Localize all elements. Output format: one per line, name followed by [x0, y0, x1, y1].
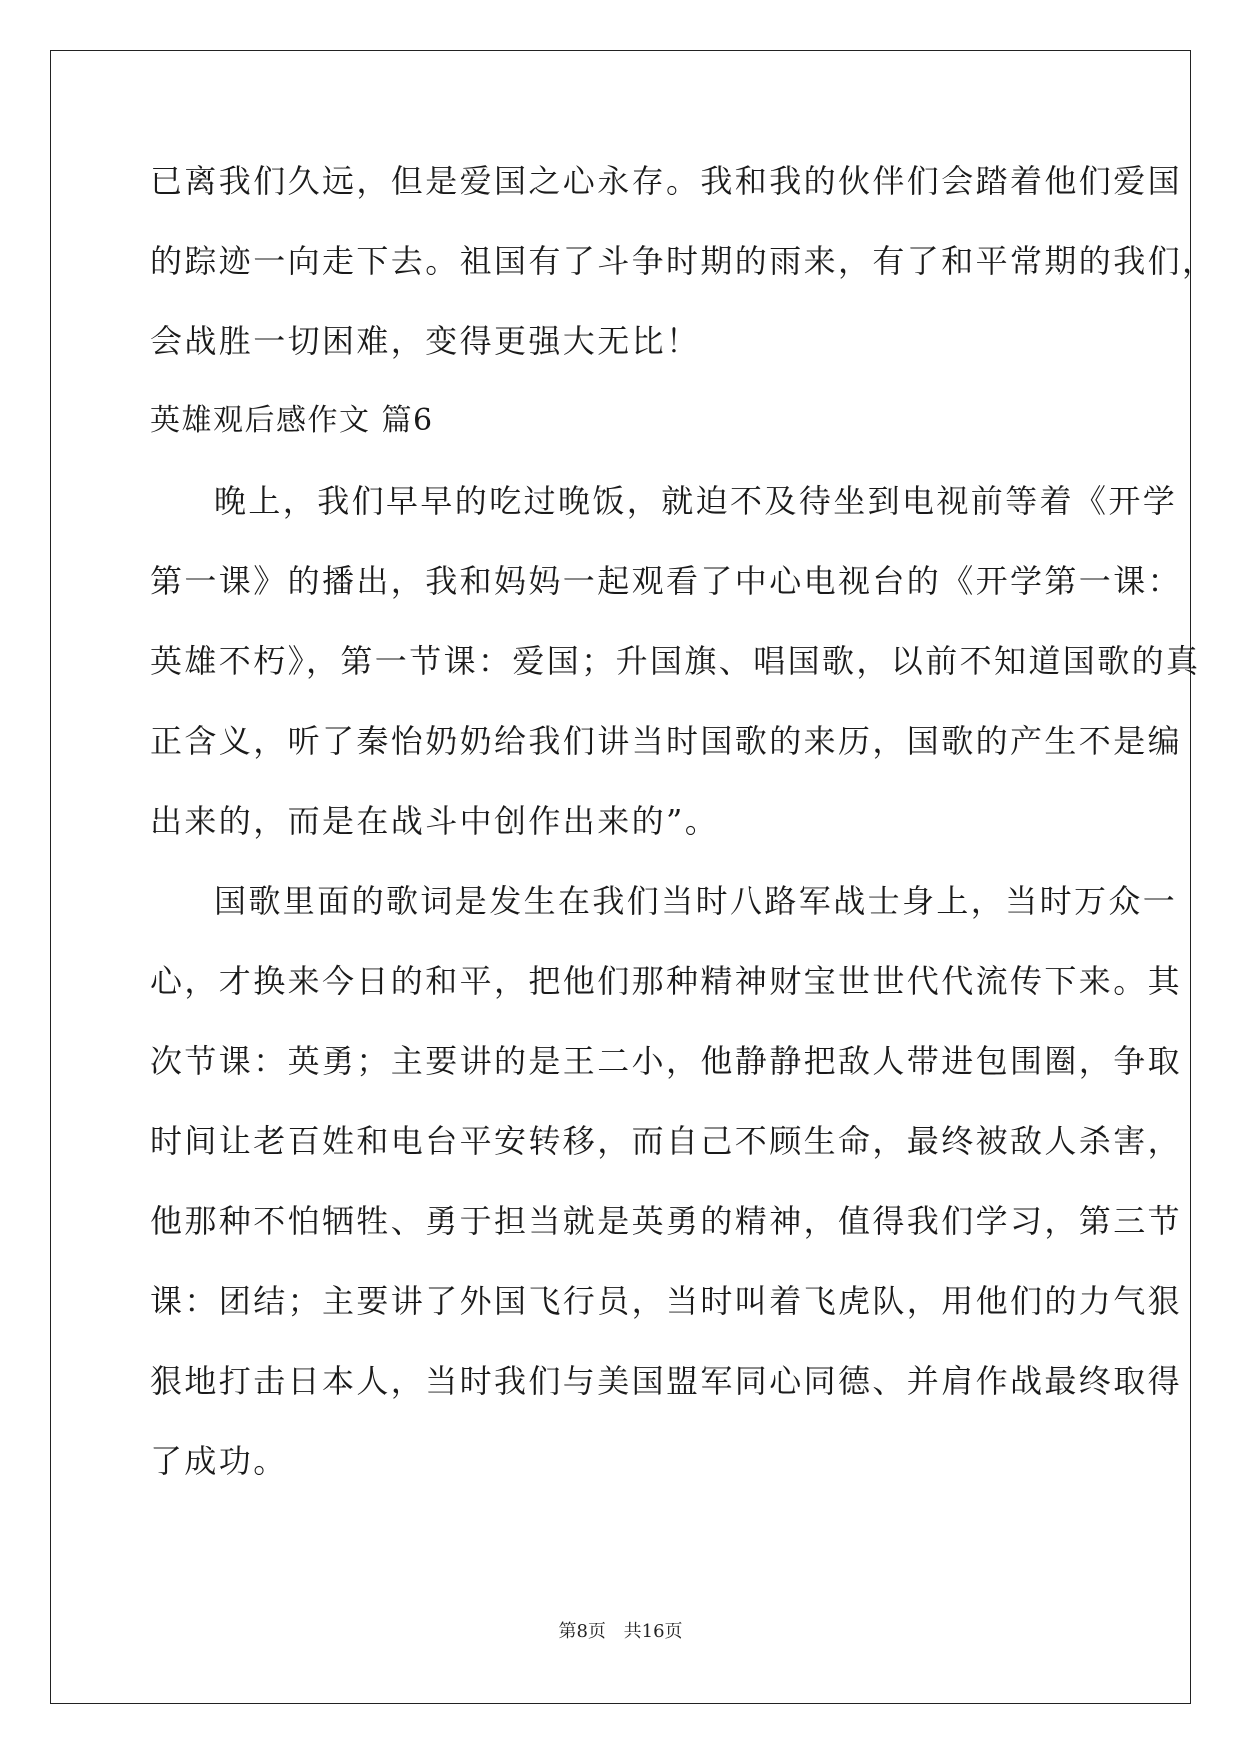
text-line: 正含义，听了秦怡奶奶给我们讲当时国歌的来历，国歌的产生不是编 [150, 722, 1183, 760]
text-line: 第一课》的播出，我和妈妈一起观看了中心电视台的《开学第一课： [150, 562, 1183, 600]
text-line: 他那种不怕牺牲、勇于担当就是英勇的精神，值得我们学习，第三节 [150, 1202, 1183, 1240]
text-line: 已离我们久远，但是爱国之心永存。我和我的伙伴们会踏着他们爱国 [150, 162, 1183, 200]
document-body [150, 160, 1217, 1520]
text-line: 狠地打击日本人，当时我们与美国盟军同心同德、并肩作战最终取得 [150, 1362, 1183, 1400]
page-number: 第8页 [558, 1621, 606, 1642]
page-total: 共16页 [623, 1621, 683, 1642]
text-line: 课：团结；主要讲了外国飞行员，当时叫着飞虎队，用他们的力气狠 [150, 1282, 1183, 1320]
text-line: 的踪迹一向走下去。祖国有了斗争时期的雨来，有了和平常期的我们， [150, 242, 1217, 280]
text-line: 英雄不朽》，第一节课：爱国；升国旗、唱国歌，以前不知道国歌的真 [150, 642, 1201, 680]
text-line: 次节课：英勇；主要讲的是王二小，他静静把敌人带进包围圈，争取 [150, 1042, 1183, 1080]
text-line: 国歌里面的歌词是发生在我们当时八路军战士身上，当时万众一 [214, 882, 1178, 920]
section-heading: 英雄观后感作文 篇6 [150, 403, 434, 438]
text-line: 出来的，而是在战斗中创作出来的”。 [150, 802, 720, 840]
text-line: 会战胜一切困难，变得更强大无比！ [150, 322, 701, 360]
page-footer [0, 1620, 1241, 1644]
text-line: 晚上，我们早早的吃过晚饭，就迫不及待坐到电视前等着《开学 [214, 482, 1178, 520]
text-line: 心，才换来今日的和平，把他们那种精神财宝世世代代流传下来。其 [150, 962, 1183, 1000]
text-line: 了成功。 [150, 1442, 288, 1480]
text-line: 时间让老百姓和电台平安转移，而自己不顾生命，最终被敌人杀害， [150, 1122, 1183, 1160]
